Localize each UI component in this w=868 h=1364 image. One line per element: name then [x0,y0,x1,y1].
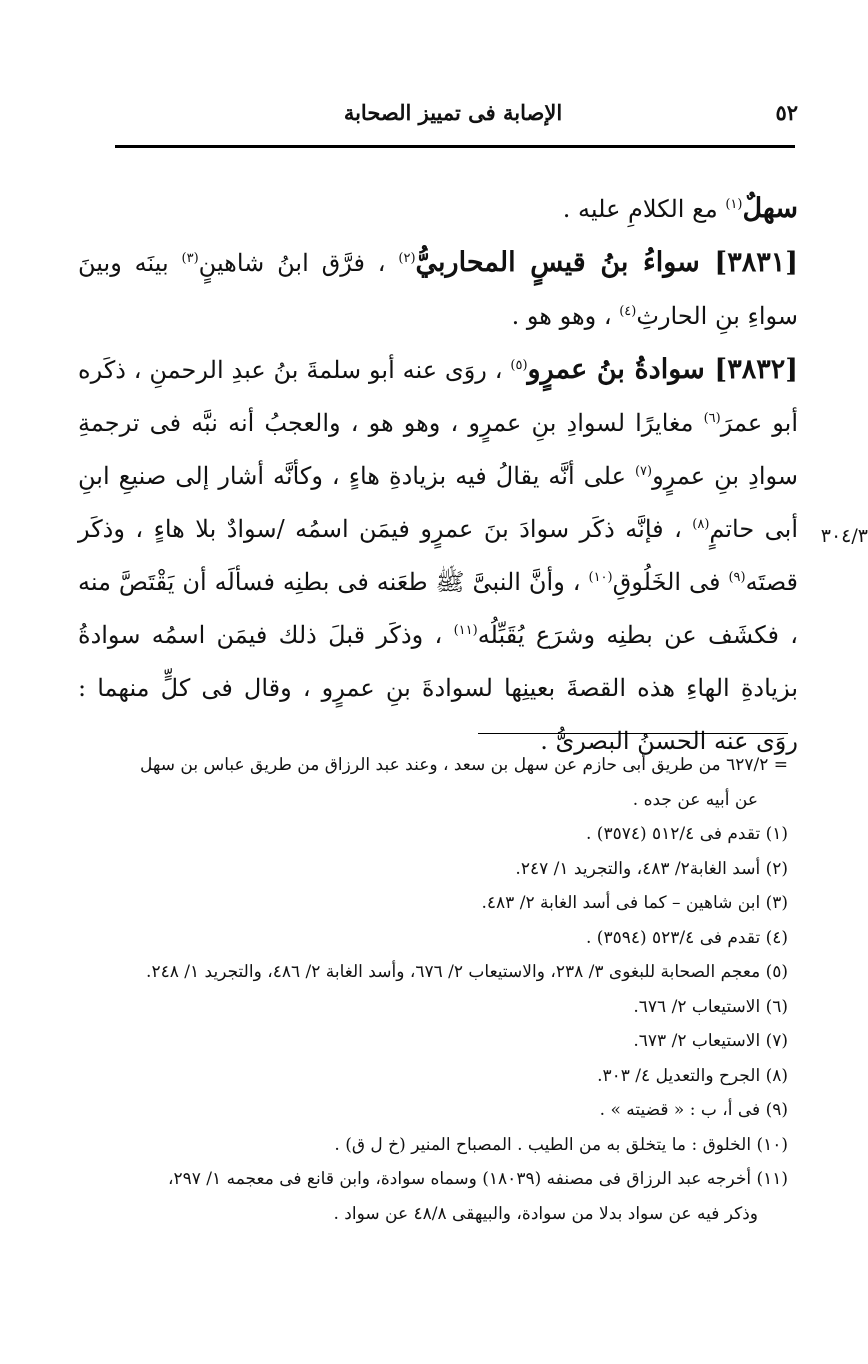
running-title: الإصابة فى تمييز الصحابة [343,100,563,125]
footnote-11-continuation: وذكر فيه عن سواد بدلا من سوادة، والبيهقى ٤٨/٨ عن سواد . [333,1203,758,1224]
footnote-ref[interactable]: (١) [725,197,743,212]
footnote-ref[interactable]: (١١) [453,623,478,638]
entry-3832 [78,343,798,768]
footnote-5: (٥) معجم الصحابة للبغوى ٣/ ٢٣٨، والاستيعاب ٢/ ٦٧٦، وأسد الغابة ٢/ ٤٨٦، والتجريد ١/ ٢٤٨. [146,962,788,982]
entry-3831 [78,236,798,343]
footnote-4: (٤) تقدم فى ٥٢٣/٤ (٣٥٩٤) . [586,927,788,948]
text: فى الخَلُوقِ [612,568,729,596]
footnote-2: (٢) أسد الغابة٢/ ٤٨٣، والتجريد ١/ ٢٤٧. [515,858,788,879]
footnote-6: (٦) الاستيعاب ٢/ ٦٧٦. [633,996,788,1017]
footnote-7: (٧) الاستيعاب ٢/ ٦٧٣. [633,1031,788,1051]
footnote-continuation: عن أبيه عن جده . [632,789,758,810]
text: بينَه وبينَ سواءِ بنِ الحارثِ [78,249,798,330]
header-rule [115,145,795,148]
lead-word: سهلٌ [742,193,798,224]
footnotes [88,748,788,1231]
text: ، وأنَّ النبىَّ ﷺ طعَنه فى بطنِه فسألَه أن يَقْتَصَّ منه ، فكشَف عن بطنِه وشرَع يُقَبِّلُه [78,568,798,649]
footnote-3: (٣) ابن شاهين – كما فى أسد الغابة ٢/ ٤٨٣. [481,893,788,913]
footnote-ref[interactable]: (٢) [398,251,416,266]
entry-name: سواءُ بنُ قيسٍ المحاربيُّ [415,247,715,278]
text: ، وذكَر قبلَ ذلك فيمَن اسمُه سوادةُ بزيادةِ الهاءِ هذه القصةَ بعينِها لسوادةَ بنِ عمرٍو ، وقال فى كلٍّ منهما : روَى عنه الحسنُ البصرىُّ . [78,621,798,755]
entry-name: سوادةُ بنُ عمرٍو [527,354,715,385]
footnote-ref[interactable]: (٤) [619,304,637,319]
footnote-ref[interactable]: (٣) [181,251,199,266]
footnote-10: (١٠) الخلوق : ما يتخلق به من الطيب . المصباح المنير (خ ل ق) . [334,1134,788,1155]
main-text [78,182,798,768]
footnote-ref[interactable]: (١٠) [588,570,613,585]
text: ، روَى عنه أبو سلمةَ بنُ عبدِ الرحمنِ ، ذكَره أبو عمرَ [78,356,799,437]
text: على أنَّه يقالُ فيه بزيادةِ هاءٍ ، وكأنَّه أشار إلى صنيعِ ابنِ أبى حاتمٍ [78,462,798,543]
footnote-ref[interactable]: (٦) [703,411,721,426]
entry-number: [٣٨٣١] [714,247,798,278]
text: ، فرَّق ابنُ شاهينٍ [198,249,399,277]
text: مع الكلامِ عليه . [562,195,726,223]
continuation-paragraph [78,182,798,236]
footnote-ref[interactable]: (٧) [634,464,653,479]
footnote-1: (١) تقدم فى ٥١٢/٤ (٣٥٧٤) . [586,824,788,844]
entry-number: [٣٨٣٢] [714,354,798,385]
footnote-continuation: = ٦٢٧/٢ من طريق أبى حازم عن سهل بن سعد ، وعند عبد الرزاق من طريق عباس بن سهل [140,755,788,775]
margin-reference: ٣٠٤/٣ [820,525,868,547]
page-number: ٥٢ [775,100,798,125]
footnote-ref[interactable]: (٨) [692,517,710,532]
footnote-ref[interactable]: (٩) [728,570,746,585]
footnote-rule [478,733,788,734]
running-header [108,100,798,140]
footnote-ref[interactable]: (٥) [510,358,528,373]
footnote-8: (٨) الجرح والتعديل ٤/ ٣٠٣. [597,1065,788,1086]
text: مغايرًا لسوادِ بنِ عمرٍو ، وهو هو ، والعجبُ أنه نبَّه فى ترجمةِ سوادِ بنِ عمرٍو [78,409,798,490]
footnote-11: (١١) أخرجه عبد الرزاق فى مصنفه (١٨٠٣٩) وسماه سوادة، وابن قانع فى معجمه ١/ ٢٩٧، [167,1169,788,1189]
text: ، فإنَّه ذكَر سوادَ بنَ عمرٍو فيمَن اسمُه /سوادٌ بلا هاءٍ ، وذكَر قصتَه [78,515,798,596]
text: ، وهو هو . [511,302,620,330]
footnote-9: (٩) فى أ، ب : « قضيته » . [599,1100,788,1120]
